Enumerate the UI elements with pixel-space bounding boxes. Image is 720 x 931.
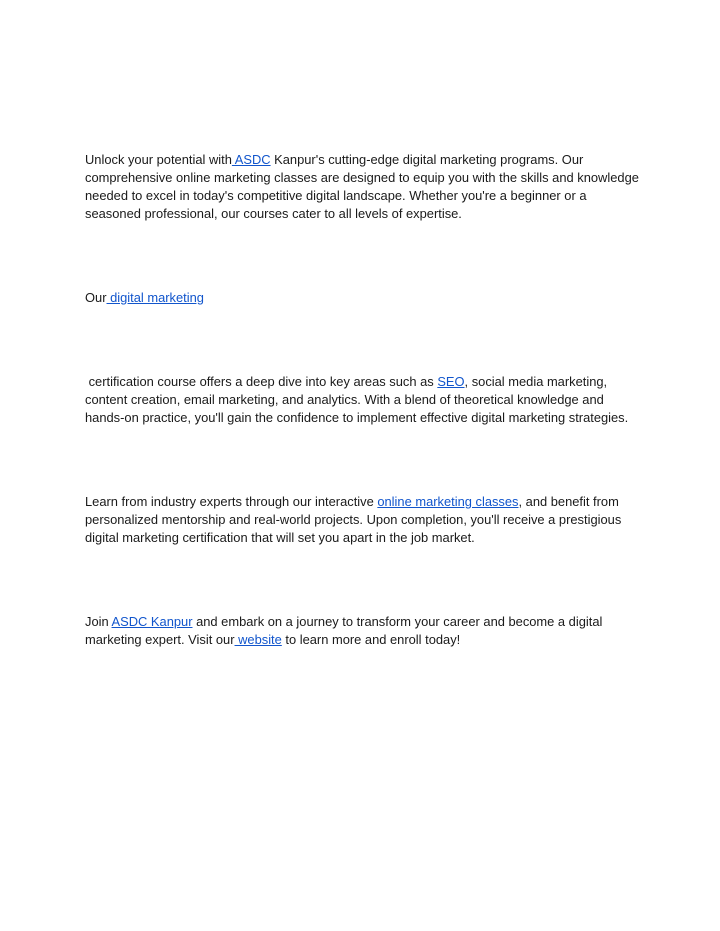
experts-paragraph bbox=[85, 493, 645, 547]
digital-marketing-link[interactable]: digital marketing bbox=[106, 290, 204, 305]
join-paragraph bbox=[85, 613, 645, 649]
certification-text-start: certification course offers a deep dive into key areas such as bbox=[85, 374, 438, 389]
intro-paragraph bbox=[85, 151, 645, 223]
intro-text-end: Kanpur's cutting-edge digital marketing programs. Our comprehensive online marketing classes are designed to equip you with the skills and knowledge needed to excel in today's competitive digital landscape. Whether you're a beginner or a seasoned professional, our courses cater to all levels of expertise. bbox=[85, 152, 643, 221]
experts-text-start: Learn from industry experts through our interactive bbox=[85, 494, 378, 509]
online-marketing-classes-link[interactable]: online marketing classes bbox=[377, 494, 519, 509]
join-text-end: to learn more and enroll today! bbox=[281, 632, 461, 647]
seo-link[interactable]: SEO bbox=[437, 374, 465, 389]
join-text-middle: and embark on a journey to transform your career and become a digital marketing expert. Visit our bbox=[85, 614, 606, 647]
certification-paragraph bbox=[85, 373, 645, 427]
asdc-link[interactable]: ASDC bbox=[231, 152, 271, 167]
join-text-start: Join bbox=[85, 614, 112, 629]
certification-text-end: , social media marketing, content creation, email marketing, and analytics. With a blend of theoretical knowledge and hands-on practice, you'll gain the confidence to implement effective digital marketing strategies. bbox=[85, 374, 629, 425]
intro-text-start: Unlock your potential with bbox=[85, 152, 232, 167]
website-link[interactable]: website bbox=[234, 632, 282, 647]
digital-marketing-paragraph bbox=[85, 289, 645, 307]
experts-text-end: , and benefit from personalized mentorship and real-world projects. Upon completion, you'll receive a prestigious digital marketing certification that will set you apart in the job market. bbox=[85, 494, 625, 545]
asdc-kanpur-link[interactable]: ASDC Kanpur bbox=[111, 614, 193, 629]
document-body bbox=[85, 97, 645, 715]
our-text: Our bbox=[85, 290, 107, 305]
